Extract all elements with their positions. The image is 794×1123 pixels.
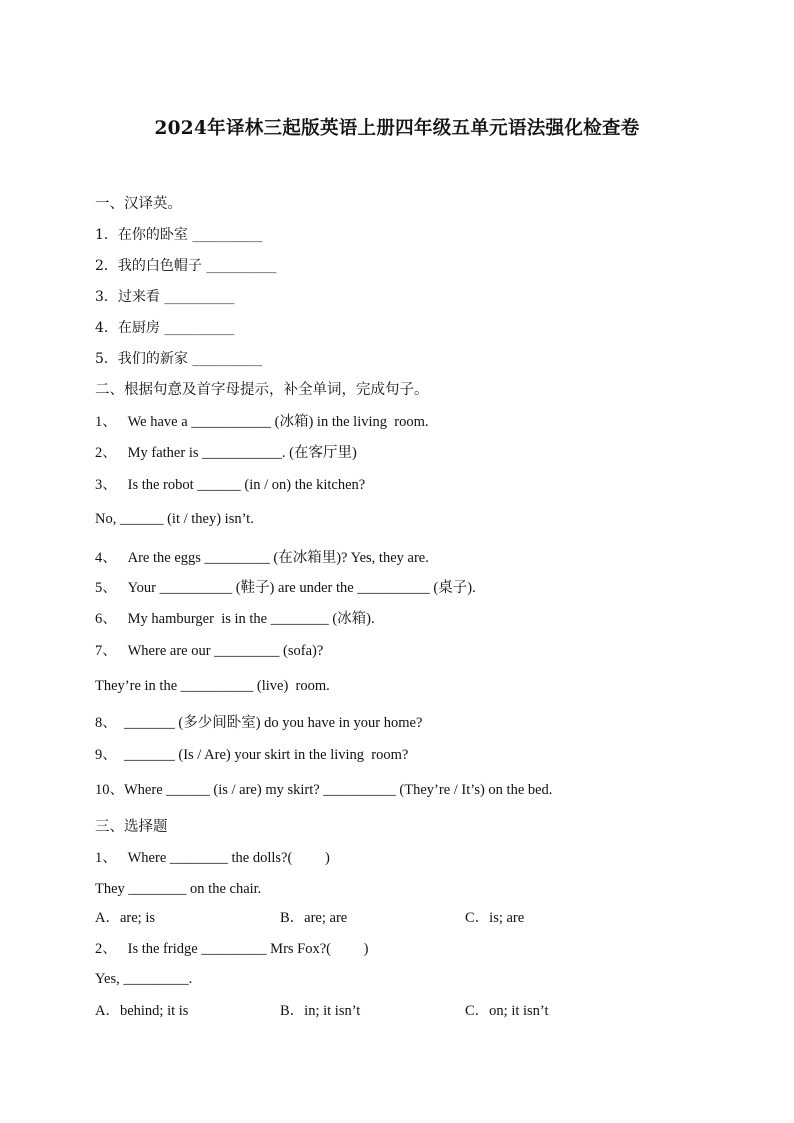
question-line: 3、 Is the robot ______ (in / on) the kitchen? [95,477,366,493]
question-line: 5．我们的新家 __________ [95,351,263,367]
question-line: No, ______ (it / they) isn’t. [95,511,254,527]
question-line: 2．我的白色帽子 __________ [95,258,277,274]
option-b: B．are; are [280,910,348,926]
question-line: 7、 Where are our _________ (sofa)? [95,643,324,659]
question-line: 1．在你的卧室 __________ [95,227,263,243]
option-c: C．on; it isn’t [465,1003,549,1019]
question-line: 9、 _______ (Is / Are) your skirt in the living room? [95,747,409,763]
question-line: 6、 My hamburger is in the ________ (冰箱). [95,611,375,627]
option-b: B．in; it isn’t [280,1003,361,1019]
section-3-heading: 三、选择题 [95,819,168,835]
question-line: 8、 _______ (多少间卧室) do you have in your home? [95,715,423,731]
option-c: C．is; are [465,910,525,926]
option-a: A．are; is [95,910,155,926]
option-a: A．behind; it is [95,1003,189,1019]
question-line: 4、 Are the eggs _________ (在冰箱里)? Yes, they are. [95,550,429,566]
section-2-heading: 二、根据句意及首字母提示，补全单词，完成句子。 [95,382,429,398]
choice-question-stem: 1、 Where ________ the dolls?( ) [95,850,330,866]
question-line: 3．过来看 __________ [95,289,235,305]
question-line: 5、 Your __________ (鞋子) are under the __________ (桌子). [95,580,476,596]
page-title: 2024年译林三起版英语上册四年级五单元语法强化检查卷 [154,118,640,139]
choice-question-line: They ________ on the chair. [95,881,262,897]
question-line: They’re in the __________ (live) room. [95,678,330,694]
section-1-heading: 一、汉译英。 [95,196,182,212]
question-line: 2、 My father is ___________. (在客厅里) [95,445,357,461]
question-line: 10、Where ______ (is / are) my skirt? __________ (They’re / It’s) on the bed. [95,782,553,798]
choice-question-stem: 2、 Is the fridge _________ Mrs Fox?( ) [95,941,369,957]
question-line: 1、 We have a ___________ (冰箱) in the living room. [95,414,429,430]
choice-question-line: Yes, _________. [95,971,193,987]
question-line: 4．在厨房 __________ [95,320,235,336]
